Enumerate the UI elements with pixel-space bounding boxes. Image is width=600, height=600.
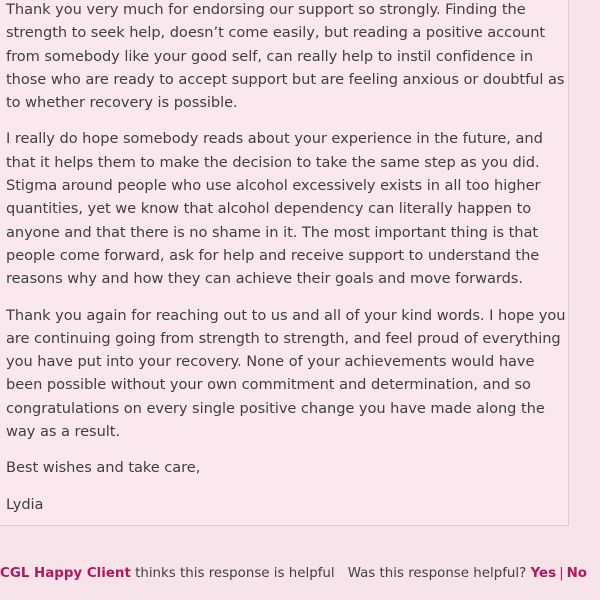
vote-separator: | [559,566,564,581]
vote-no-link[interactable]: No [566,566,587,581]
helpful-question: Was this response helpful? [347,566,527,581]
response-paragraph: Thank you very much for endorsing our support so strongly. Finding the strength to seek help, doesn’t come easily, but reading a positive account from somebody like your good self, can really help to instil confidence in those who are ready to accept support but are feeling anxious or doubtful as to whether recovery is possible. [6,1,565,112]
response-footer [0,563,600,585]
response-paragraph: Thank you again for reaching out to us and all of your kind words. I hope you are continuing going from strength to strength, and feel proud of everything you have put into your recovery. None of your achievements would have been possible without your own commitment and determination, and so congratulations on every single positive change you have made along the way as a result. [6,306,566,441]
helpful-endorsement [0,563,335,585]
vote-yes-link[interactable]: Yes [530,566,557,581]
response-signature: Lydia [6,495,44,513]
response-sign-off: Best wishes and take care, [6,459,201,477]
response-paragraph: I really do hope somebody reads about your experience in the future, and that it helps them to make the decision to take the same step as you did. Stigma around people who use alcohol excessively exists in all too higher quantities, yet we know that alcohol dependency can literally happen to anyone and that there is no shame in it. The most important thing is that people come forward, ask for help and receive support to understand the reasons why and how they can achieve their goals and move forwards. [6,130,543,288]
helpful-text: thinks this response is helpful [130,566,335,581]
endorser-name[interactable]: CGL Happy Client [0,566,131,581]
helpful-vote [348,563,587,585]
